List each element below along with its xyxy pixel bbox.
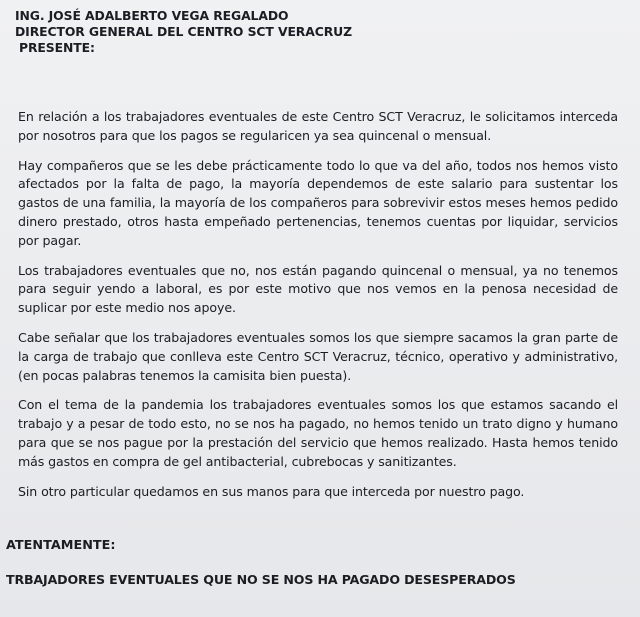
paragraph: Cabe señalar que los trabajadores eventuales somos los que siempre sacamos la gran parte de la carga de trabajo que conlleva este Centro SCT Veracruz, técnico, operativo y administrativo, (en pocas palabras tenemos la camisita bien puesta). <box>18 329 618 383</box>
paragraph: Sin otro particular quedamos en sus manos para que interceda por nuestro pago. <box>18 483 525 499</box>
paragraph: Con el tema de la pandemia los trabajadores eventuales somos los que estamos sacando el trabajo y a pesar de todo esto, no se nos ha pagado, no hemos tenido un trato digno y humano para que se nos pague por la prestación del servicio que hemos realizado. Hasta hemos tenido más gastos en compra de gel antibacterial, cubrebocas y sanitizantes. <box>18 397 618 469</box>
greeting: PRESENTE: <box>19 40 95 55</box>
paragraph: En relación a los trabajadores eventuales de este Centro SCT Veracruz, le solicitamos interceda por nosotros para que los pagos se regularicen ya sea quincenal o mensual. <box>18 109 618 143</box>
letter-header <box>15 8 352 56</box>
signature-line: TRBAJADORES EVENTUALES QUE NO SE NOS HA PAGADO DESESPERADOS <box>6 572 516 587</box>
letter-body <box>18 108 618 512</box>
paragraph: Hay compañeros que se les debe prácticamente todo lo que va del año, todos nos hemos visto afectados por la falta de pago, la mayoría dependemos de este salario para sustentar los gastos de una familia, la mayoría de los compañeros para sobrevivir estos meses hemos pedido dinero prestado, otros hasta empeñado pertenencias, tenemos cuentas por liquidar, servicios por pagar. <box>18 157 618 248</box>
closing-salutation: ATENTAMENTE: <box>6 538 116 553</box>
recipient-title: DIRECTOR GENERAL DEL CENTRO SCT VERACRUZ <box>15 24 353 39</box>
paragraph: Los trabajadores eventuales que no, nos están pagando quincenal o mensual, ya no tenemos para seguir yendo a laboral, es por este motivo que nos vemos en la penosa necesidad de suplicar por este medio nos apoye. <box>18 262 618 316</box>
recipient-name: ING. JOSÉ ADALBERTO VEGA REGALADO <box>15 8 289 23</box>
